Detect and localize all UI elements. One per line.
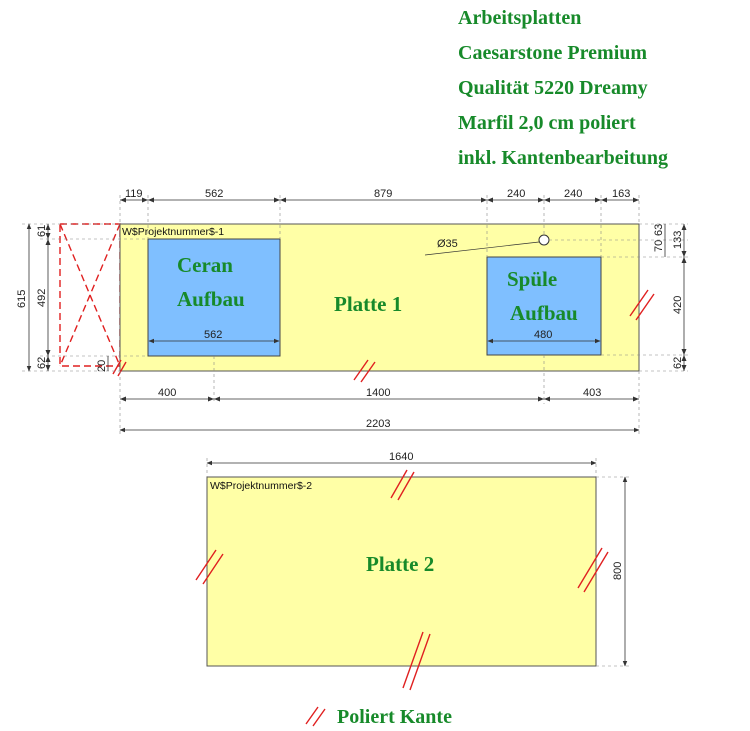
- title-line-5: inkl. Kantenbearbeitung: [458, 147, 669, 169]
- top-dim-5: 240: [564, 188, 583, 200]
- left-mid-dim: 492: [36, 288, 48, 307]
- plate-2: [196, 451, 630, 690]
- sink-width-dim: 480: [534, 329, 553, 341]
- right-dim-b: 63: [653, 223, 665, 236]
- corner-cutout-marker: [60, 224, 120, 366]
- tap-hole-label: Ø35: [437, 238, 458, 250]
- title-line-1: Arbeitsplatten: [458, 7, 582, 29]
- right-dim-c: 133: [672, 230, 684, 249]
- tap-hole: [539, 235, 549, 245]
- top-dim-4: 240: [507, 188, 526, 200]
- left-total-dim: 615: [16, 289, 28, 308]
- top-dim-1: 119: [125, 188, 143, 200]
- plate-2-name: Platte 2: [366, 552, 435, 576]
- plate-1-id-label: W$Projektnummer$-1: [122, 226, 225, 238]
- ceran-label-line2: Aufbau: [177, 287, 245, 311]
- top-dim-2: 562: [205, 188, 224, 200]
- left-bottom-dim: 62: [36, 356, 48, 369]
- left-top-dim: 61: [36, 224, 48, 237]
- title-line-2: Caesarstone Premium: [458, 42, 648, 64]
- title-block: [458, 7, 668, 169]
- right-dim-e: 62: [672, 356, 684, 369]
- legend-label: Poliert Kante: [337, 706, 452, 728]
- right-dim-a: 70: [653, 239, 665, 252]
- plate-2-height-dim: 800: [612, 561, 624, 580]
- sink-label-line1: Spüle: [507, 267, 558, 291]
- ceran-width-dim: 562: [204, 329, 223, 341]
- bottom-dim-1: 400: [158, 387, 177, 399]
- bottom-dim-3: 403: [583, 387, 602, 399]
- top-dim-3: 879: [374, 188, 393, 200]
- legend: [306, 706, 452, 728]
- plate-2-width-dim: 1640: [389, 451, 414, 463]
- left-small-dim: 20: [96, 359, 108, 372]
- title-line-3: Qualität 5220 Dreamy: [458, 77, 648, 99]
- top-dim-6: 163: [612, 188, 631, 200]
- plate-1: [16, 188, 688, 434]
- plate-1-name: Platte 1: [334, 292, 403, 316]
- sink-label-line2: Aufbau: [510, 301, 578, 325]
- total-width-dim: 2203: [366, 418, 391, 430]
- plate-2-id-label: W$Projektnummer$-2: [210, 480, 313, 492]
- title-line-4: Marfil 2,0 cm poliert: [458, 112, 636, 134]
- ceran-label-line1: Ceran: [177, 253, 233, 277]
- right-dim-d: 420: [672, 295, 684, 314]
- legend-polished-edge-icon: [306, 707, 325, 726]
- bottom-dim-2: 1400: [366, 387, 391, 399]
